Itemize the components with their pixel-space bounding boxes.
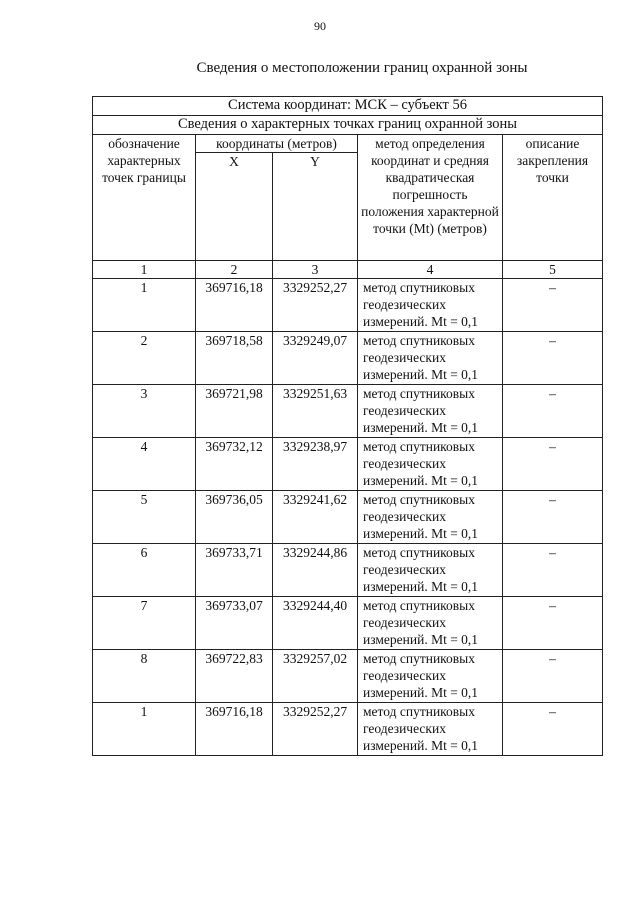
- x-coordinate-cell: 369736,05: [196, 491, 273, 544]
- method-cell: метод спутниковых геодезических измерений. Mt = 0,1: [358, 385, 503, 438]
- x-coordinate-cell: 369721,98: [196, 385, 273, 438]
- header-method: метод определения координат и средняя квадратическая погрешность положения характерной точки (Mt) (метров): [358, 135, 503, 261]
- header-point: обозначение характерных точек границы: [93, 135, 196, 261]
- column-number: 4: [358, 261, 503, 279]
- header-y: Y: [273, 153, 358, 261]
- description-cell: –: [503, 279, 603, 332]
- point-cell: 8: [93, 650, 196, 703]
- point-cell: 7: [93, 597, 196, 650]
- column-number: 1: [93, 261, 196, 279]
- table-row: [93, 491, 603, 544]
- column-number: 2: [196, 261, 273, 279]
- table-row: [93, 703, 603, 756]
- x-coordinate-cell: 369733,71: [196, 544, 273, 597]
- point-cell: 1: [93, 703, 196, 756]
- point-cell: 4: [93, 438, 196, 491]
- column-numbers-row: [93, 261, 603, 279]
- table-row: [93, 438, 603, 491]
- column-number: 3: [273, 261, 358, 279]
- description-cell: –: [503, 544, 603, 597]
- point-cell: 3: [93, 385, 196, 438]
- method-cell: метод спутниковых геодезических измерений. Mt = 0,1: [358, 438, 503, 491]
- document-title: Сведения о местоположении границ охранной зоны: [196, 60, 528, 76]
- y-coordinate-cell: 3329238,97: [273, 438, 358, 491]
- x-coordinate-cell: 369718,58: [196, 332, 273, 385]
- page-number: 90: [314, 19, 326, 33]
- x-coordinate-cell: 369716,18: [196, 279, 273, 332]
- y-coordinate-cell: 3329244,40: [273, 597, 358, 650]
- boundary-points-table: [92, 96, 603, 756]
- point-cell: 1: [93, 279, 196, 332]
- method-cell: метод спутниковых геодезических измерений. Mt = 0,1: [358, 597, 503, 650]
- y-coordinate-cell: 3329241,62: [273, 491, 358, 544]
- header-description: описание закрепления точки: [503, 135, 603, 261]
- x-coordinate-cell: 369732,12: [196, 438, 273, 491]
- method-cell: метод спутниковых геодезических измерений. Mt = 0,1: [358, 703, 503, 756]
- x-coordinate-cell: 369716,18: [196, 703, 273, 756]
- coordinate-system-row: Система координат: МСК – субъект 56: [93, 97, 603, 116]
- table-row: [93, 650, 603, 703]
- table-row: [93, 544, 603, 597]
- table-row: [93, 385, 603, 438]
- description-cell: –: [503, 332, 603, 385]
- section-title-row: Сведения о характерных точках границ охранной зоны: [93, 116, 603, 135]
- y-coordinate-cell: 3329257,02: [273, 650, 358, 703]
- method-cell: метод спутниковых геодезических измерений. Mt = 0,1: [358, 544, 503, 597]
- column-number: 5: [503, 261, 603, 279]
- description-cell: –: [503, 703, 603, 756]
- method-cell: метод спутниковых геодезических измерений. Mt = 0,1: [358, 491, 503, 544]
- description-cell: –: [503, 385, 603, 438]
- header-x: X: [196, 153, 273, 261]
- point-cell: 6: [93, 544, 196, 597]
- method-cell: метод спутниковых геодезических измерений. Mt = 0,1: [358, 332, 503, 385]
- description-cell: –: [503, 650, 603, 703]
- y-coordinate-cell: 3329244,86: [273, 544, 358, 597]
- x-coordinate-cell: 369722,83: [196, 650, 273, 703]
- y-coordinate-cell: 3329252,27: [273, 279, 358, 332]
- header-coordinates: координаты (метров): [196, 135, 358, 153]
- method-cell: метод спутниковых геодезических измерений. Mt = 0,1: [358, 650, 503, 703]
- point-cell: 5: [93, 491, 196, 544]
- description-cell: –: [503, 491, 603, 544]
- table-row: [93, 279, 603, 332]
- description-cell: –: [503, 597, 603, 650]
- table-row: [93, 597, 603, 650]
- x-coordinate-cell: 369733,07: [196, 597, 273, 650]
- point-cell: 2: [93, 332, 196, 385]
- y-coordinate-cell: 3329251,63: [273, 385, 358, 438]
- y-coordinate-cell: 3329252,27: [273, 703, 358, 756]
- description-cell: –: [503, 438, 603, 491]
- table-body: [93, 279, 603, 756]
- method-cell: метод спутниковых геодезических измерений. Mt = 0,1: [358, 279, 503, 332]
- y-coordinate-cell: 3329249,07: [273, 332, 358, 385]
- table-row: [93, 332, 603, 385]
